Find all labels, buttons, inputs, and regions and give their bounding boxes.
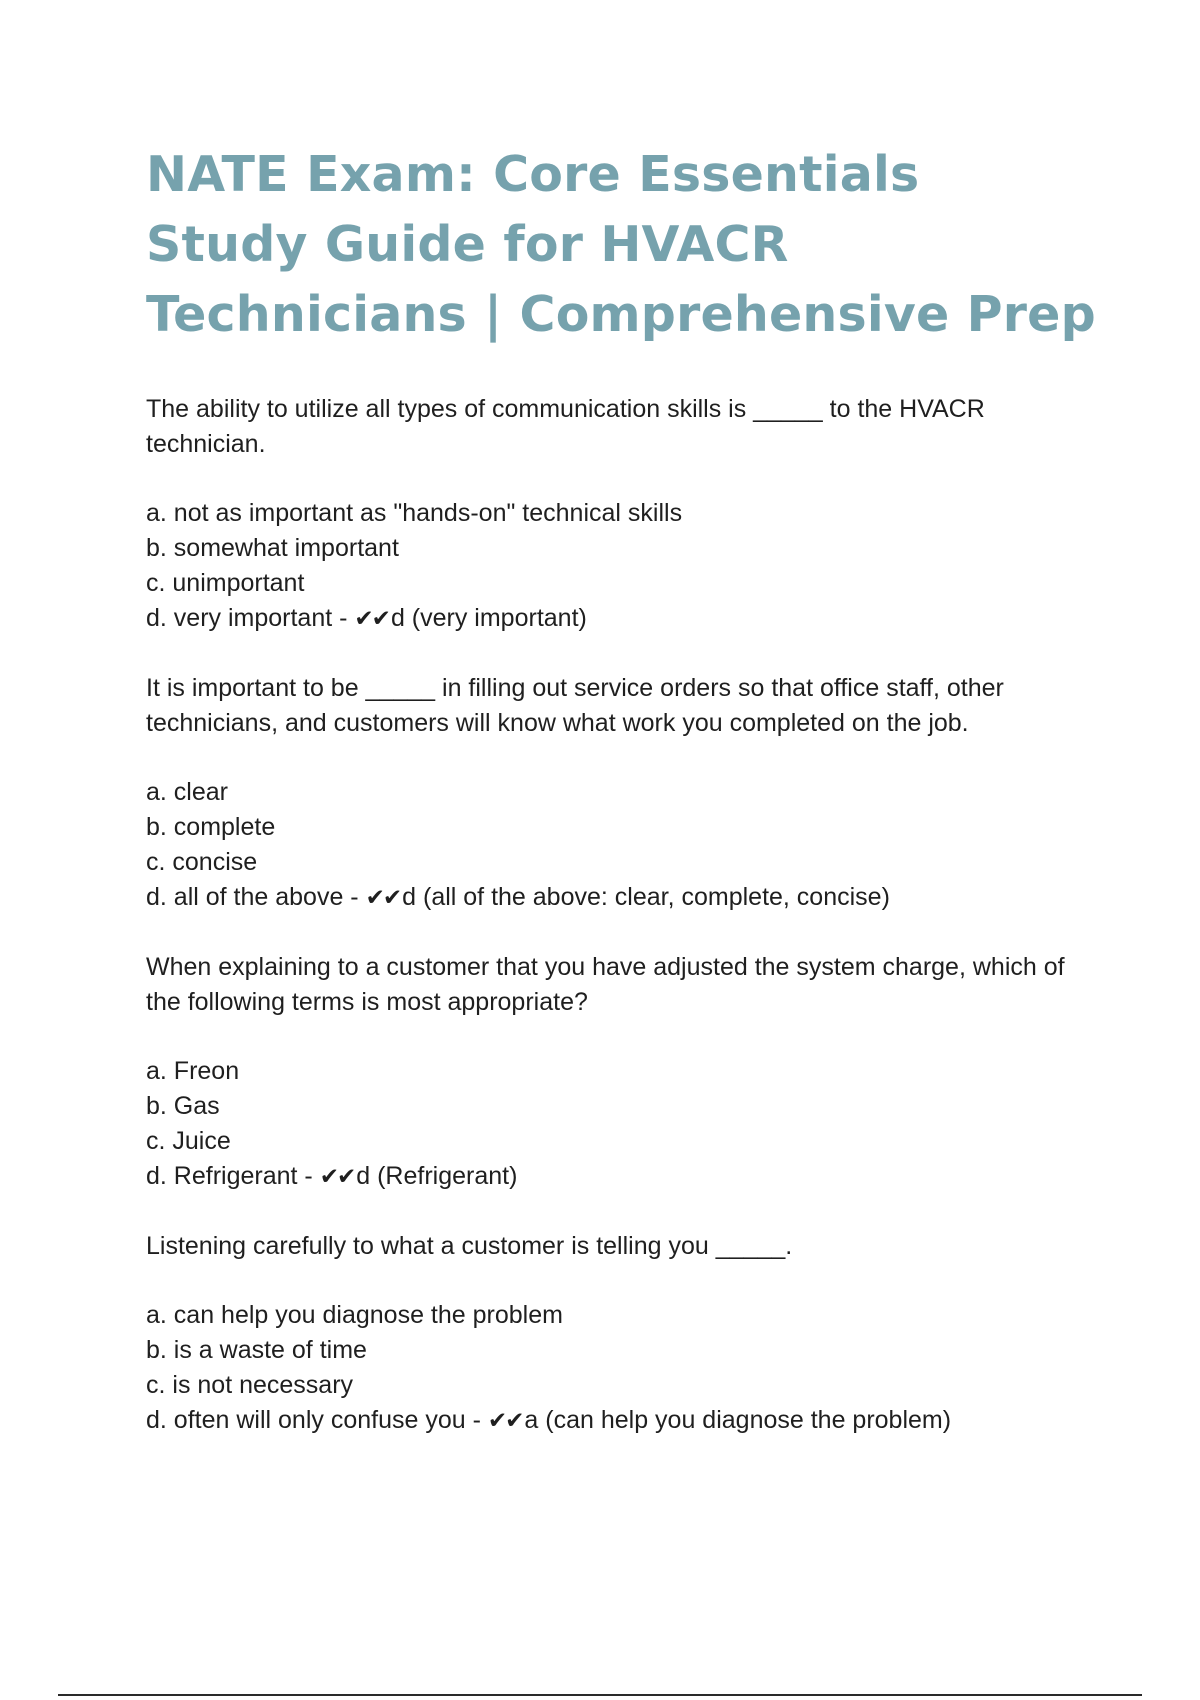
double-check-icon: ✔✔	[354, 606, 389, 632]
option-d-with-answer	[146, 880, 1096, 916]
option-b: b. complete	[146, 813, 276, 841]
option-d-with-answer	[146, 601, 1096, 637]
option-d: d. all of the above -	[146, 883, 366, 911]
double-check-icon: ✔✔	[487, 1408, 523, 1434]
option-b: b. somewhat important	[146, 534, 399, 562]
option-c: c. is not necessary	[146, 1371, 354, 1399]
question-text: Listening carefully to what a customer is telling you _____.	[146, 1232, 793, 1260]
option-c: c. concise	[146, 848, 258, 876]
option-list	[146, 1054, 1096, 1195]
option-a: a. Freon	[146, 1057, 240, 1085]
option-a: a. can help you diagnose the problem	[146, 1301, 563, 1329]
document-title: NATE Exam: Core Essentials Study Guide for HVACR Technicians | Comprehensive Prep	[146, 146, 1096, 343]
option-d: d. very important -	[146, 604, 355, 632]
answer-text: a (can help you diagnose the problem)	[524, 1406, 952, 1434]
answer-text: d (all of the above: clear, complete, concise)	[402, 883, 890, 911]
question-text: It is important to be _____ in filling out service orders so that office staff, other technicians, and customers will know what work you completed on the job.	[146, 674, 1004, 737]
document-page	[146, 140, 1096, 1473]
option-list	[146, 1298, 1096, 1439]
answer-text: d (very important)	[390, 604, 587, 632]
option-b: b. Gas	[146, 1092, 220, 1120]
option-a: a. not as important as "hands-on" technical skills	[146, 499, 683, 527]
question-text: When explaining to a customer that you have adjusted the system charge, which of the following terms is most appropriate?	[146, 953, 1065, 1016]
question-2	[146, 671, 1096, 916]
question-list	[146, 392, 1096, 1439]
question-1	[146, 392, 1096, 637]
option-d-with-answer	[146, 1159, 1096, 1195]
option-c: c. Juice	[146, 1127, 231, 1155]
option-d: d. often will only confuse you -	[146, 1406, 488, 1434]
option-d-with-answer	[146, 1403, 1096, 1439]
double-check-icon: ✔✔	[365, 885, 401, 911]
option-a: a. clear	[146, 778, 228, 806]
double-check-icon: ✔✔	[319, 1164, 355, 1190]
question-3	[146, 950, 1096, 1195]
question-4	[146, 1229, 1096, 1439]
option-b: b. is a waste of time	[146, 1336, 367, 1364]
option-d: d. Refrigerant -	[146, 1162, 320, 1190]
page-bottom-divider	[58, 1694, 1142, 1696]
option-list	[146, 775, 1096, 916]
option-list	[146, 496, 1096, 637]
answer-text: d (Refrigerant)	[356, 1162, 518, 1190]
option-c: c. unimportant	[146, 569, 305, 597]
question-text: The ability to utilize all types of communication skills is _____ to the HVACR technician.	[146, 395, 985, 458]
